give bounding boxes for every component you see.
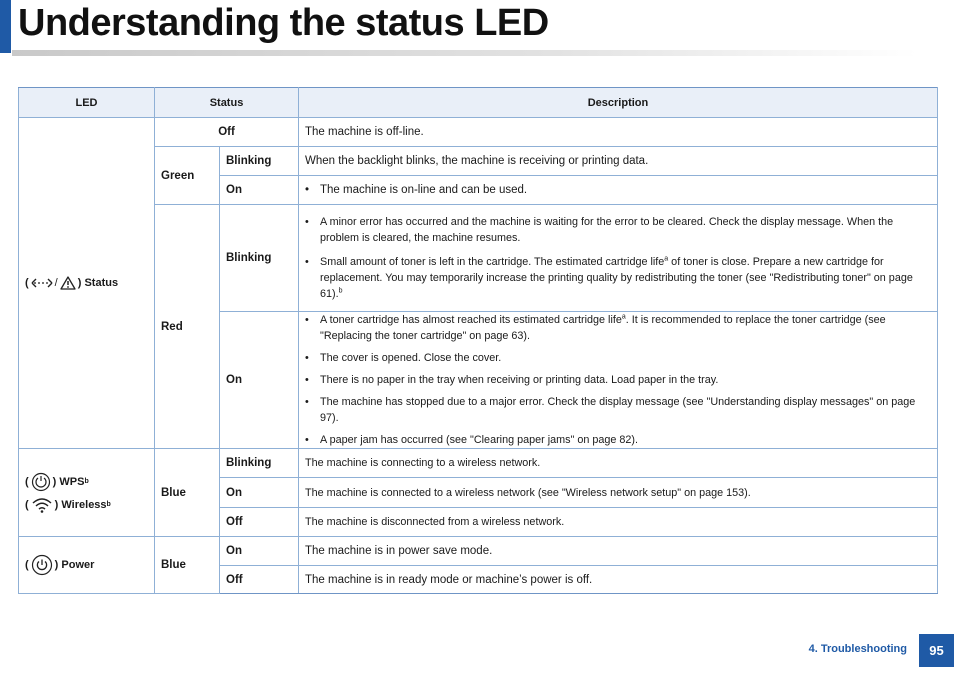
table-row	[19, 147, 938, 176]
warning-icon	[60, 276, 76, 290]
power-blue-label: Blue	[155, 537, 220, 594]
led-cell-power	[19, 537, 155, 594]
title-divider	[12, 50, 917, 56]
red-on-list	[305, 312, 931, 448]
green-on-list	[305, 182, 931, 198]
red-blinking-label: Blinking	[220, 205, 299, 312]
title-accent-bar	[0, 0, 11, 53]
status-green-label: Green	[155, 147, 220, 205]
list-item: • A minor error has occurred and the machine is waiting for the error to be cleared. Check the display message. When the problem is cleared, the machine resumes.	[305, 214, 931, 246]
red-blinking-desc	[299, 205, 938, 312]
status-off-label: Off	[155, 118, 299, 147]
list-item: • There is no paper in the tray when receiving or printing data. Load paper in the tray.	[305, 372, 931, 388]
footer-section-label: 4. Troubleshooting	[808, 643, 907, 655]
footnote-a: a	[664, 255, 669, 263]
table-row	[19, 449, 938, 478]
status-led-text: ) Status	[77, 277, 119, 289]
power-on-label: On	[220, 537, 299, 566]
footnote-a: a	[621, 313, 626, 321]
list-item: • A paper jam has occurred (see "Clearing paper jams" on page 82).	[305, 432, 931, 448]
status-off-desc: The machine is off-line.	[299, 118, 938, 147]
power-icon	[31, 554, 53, 576]
status-led-label	[25, 276, 148, 290]
red-blinking-list	[305, 214, 931, 302]
power-off-label: Off	[220, 566, 299, 594]
wireless-on-desc: The machine is connected to a wireless network (see "Wireless network setup" on page 153).	[299, 478, 938, 508]
power-off-desc: The machine is in ready mode or machine’s power is off.	[299, 566, 938, 594]
red-on-desc	[299, 312, 938, 449]
wps-icon	[31, 472, 51, 492]
header-description: Description	[299, 88, 938, 118]
list-item: • The cover is opened. Close the cover.	[305, 350, 931, 366]
page-title: Understanding the status LED	[18, 2, 549, 44]
double-arrow-icon	[31, 277, 53, 289]
led-cell-status	[19, 118, 155, 449]
page-number-badge: 95	[919, 634, 954, 667]
slash-separator: /	[54, 277, 58, 289]
power-led-label: ( ) Power	[25, 554, 148, 576]
table-row	[19, 118, 938, 147]
status-led-table	[18, 87, 938, 594]
green-blinking-label: Blinking	[220, 147, 299, 176]
power-on-desc: The machine is in power save mode.	[299, 537, 938, 566]
table-row	[19, 205, 938, 312]
red-on-label: On	[220, 312, 299, 449]
table-row	[19, 537, 938, 566]
status-red-label: Red	[155, 205, 220, 449]
wireless-blue-label: Blue	[155, 449, 220, 537]
list-item: • The machine has stopped due to a major error. Check the display message (see "Understanding display messages" on page 97).	[305, 394, 931, 426]
wireless-led-label: ( ) Wireless b	[25, 496, 148, 514]
green-on-label: On	[220, 176, 299, 205]
paren-open: (	[25, 277, 29, 289]
wireless-blinking-desc: The machine is connecting to a wireless network.	[299, 449, 938, 478]
green-on-desc	[299, 176, 938, 205]
list-item: • A toner cartridge has almost reached its estimated cartridge life$^a$. It is recommended to replace the toner cartridge (see "Replacing the toner cartridge" on page 63).	[305, 312, 931, 344]
header-status: Status	[155, 88, 299, 118]
wireless-off-desc: The machine is disconnected from a wireless network.	[299, 508, 938, 537]
wireless-off-label: Off	[220, 508, 299, 537]
wireless-blinking-label: Blinking	[220, 449, 299, 478]
header-led: LED	[19, 88, 155, 118]
green-blinking-desc: When the backlight blinks, the machine is receiving or printing data.	[299, 147, 938, 176]
wireless-on-label: On	[220, 478, 299, 508]
list-item: • Small amount of toner is left in the cartridge. The estimated cartridge life$^a$ of toner is close. Prepare a new cartridge for replacement. You may temporarily increase the printing quality by redistributing the toner (see "Redistributing toner" on page 61).$^b$	[305, 254, 931, 302]
footnote-b: b	[338, 287, 343, 295]
list-item: • The machine is on-line and can be used.	[305, 182, 931, 198]
wifi-icon	[31, 496, 53, 514]
wps-led-label: ( ) WPS b	[25, 472, 148, 492]
table-header-row	[19, 88, 938, 118]
led-cell-wireless	[19, 449, 155, 537]
